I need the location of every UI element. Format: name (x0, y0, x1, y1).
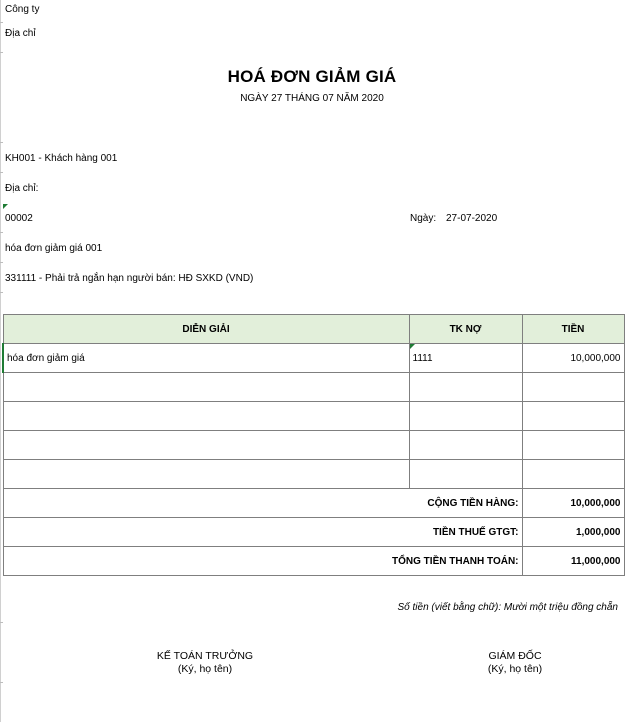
subtotal-value[interactable]: 10,000,000 (522, 489, 624, 518)
table-row (3, 460, 624, 489)
row-amount[interactable] (522, 431, 624, 460)
customer-address-label: Địa chỉ: (5, 183, 39, 194)
vat-value[interactable]: 1,000,000 (522, 518, 624, 547)
row-debit-account[interactable] (409, 344, 522, 373)
company-name-label: Công ty (5, 4, 40, 15)
chief-accountant-title: KẾ TOÁN TRƯỞNG (156, 650, 254, 662)
row-tick (0, 262, 3, 263)
column-header-debit-account: TK NỢ (409, 315, 522, 344)
row-tick (0, 142, 3, 143)
row-amount[interactable] (522, 460, 624, 489)
date-value[interactable]: 27-07-2020 (446, 213, 498, 224)
row-tick (0, 52, 3, 53)
table-row (3, 373, 624, 402)
chief-accountant-note: (Ký, họ tên) (177, 663, 233, 675)
column-header-amount: TIỀN (522, 315, 624, 344)
director-note: (Ký, họ tên) (487, 663, 543, 675)
row-debit-account[interactable] (409, 402, 522, 431)
row-description[interactable] (3, 402, 409, 431)
cell-comment-marker (410, 344, 415, 349)
column-header-description: DIỄN GIẢI (3, 315, 409, 344)
row-tick (0, 172, 3, 173)
director-title: GIÁM ĐỐC (488, 650, 542, 662)
director-signature (460, 650, 570, 675)
row-description[interactable]: hóa đơn giảm giá (3, 344, 409, 373)
row-tick (0, 22, 3, 23)
cell-comment-marker (3, 204, 8, 209)
row-tick (0, 292, 3, 293)
sheet-left-border (0, 0, 1, 722)
row-description[interactable] (3, 373, 409, 402)
table-row (3, 344, 624, 373)
invoice-items-table (2, 314, 625, 576)
row-tick (0, 682, 3, 683)
row-tick (0, 622, 3, 623)
row-debit-account[interactable] (409, 373, 522, 402)
grand-total-value[interactable]: 11,000,000 (522, 547, 624, 576)
table-row (3, 431, 624, 460)
row-debit-account[interactable] (409, 431, 522, 460)
vat-row (3, 518, 624, 547)
company-address-label: Địa chỉ (5, 28, 36, 39)
customer-code-name[interactable]: KH001 - Khách hàng 001 (5, 153, 118, 164)
payable-account[interactable]: 331111 - Phải trả ngắn hạn người bán: HĐ SXKD (VND) (5, 273, 254, 284)
table-row (3, 402, 624, 431)
table-header-row (3, 315, 624, 344)
grand-total-row (3, 547, 624, 576)
vat-label: TIỀN THUẾ GTGT: (3, 518, 522, 547)
row-tick (0, 232, 3, 233)
chief-accountant-signature (140, 650, 270, 675)
row-debit-account[interactable] (409, 460, 522, 489)
row-description[interactable] (3, 460, 409, 489)
row-description[interactable] (3, 431, 409, 460)
date-label: Ngày: (410, 213, 437, 224)
document-title: HOÁ ĐƠN GIẢM GIÁ (227, 67, 397, 86)
subtotal-label: CỘNG TIỀN HÀNG: (3, 489, 522, 518)
invoice-description[interactable]: hóa đơn giảm giá 001 (5, 243, 103, 254)
grand-total-label: TỔNG TIỀN THANH TOÁN: (3, 547, 522, 576)
row-amount[interactable] (522, 373, 624, 402)
document-number[interactable]: 00002 (5, 213, 33, 224)
row-amount[interactable]: 10,000,000 (522, 344, 624, 373)
row-amount[interactable] (522, 402, 624, 431)
amount-in-words: Số tiền (viết bằng chữ): Mười một triệu đồng chẵn (397, 602, 618, 613)
row-debit-account-text: 1111 (412, 352, 433, 364)
document-date-line: NGÀY 27 THÁNG 07 NĂM 2020 (240, 93, 384, 104)
subtotal-row (3, 489, 624, 518)
